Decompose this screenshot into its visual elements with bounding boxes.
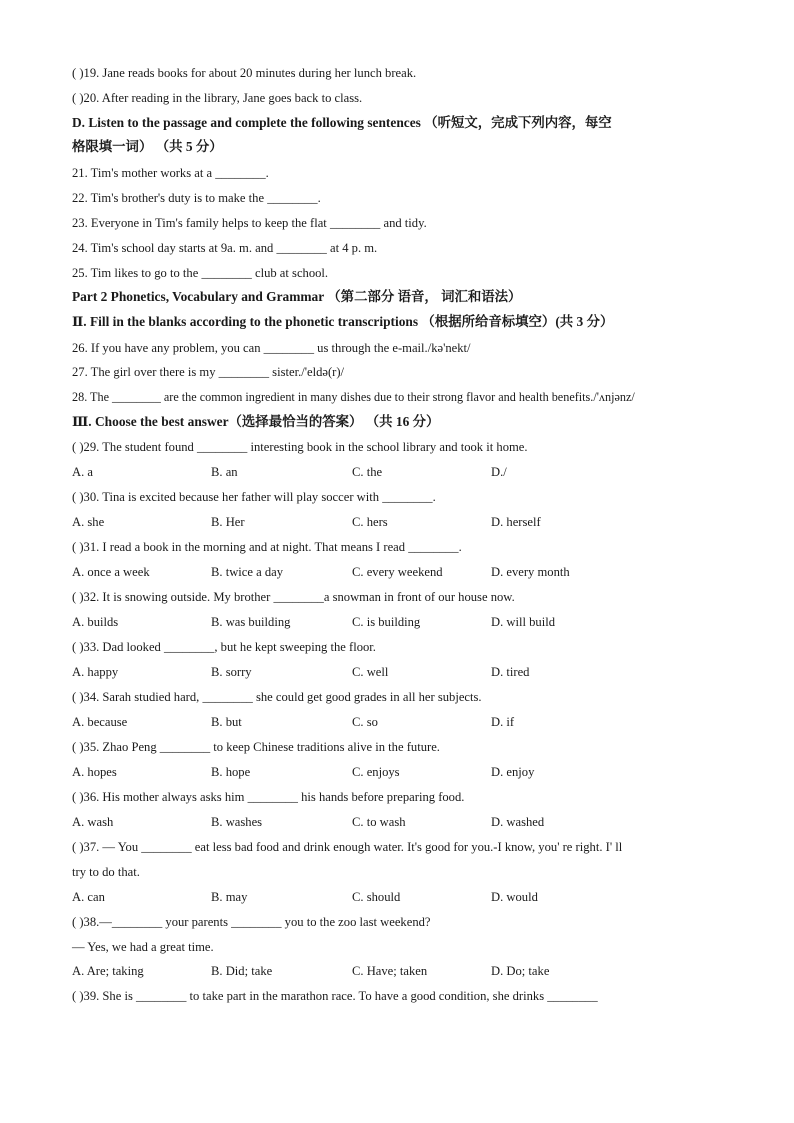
option-b: B. but (211, 715, 242, 729)
question-23: 23. Everyone in Tim's family helps to keep the flat ________ and tidy. (72, 216, 427, 230)
question-37-cont: try to do that. (72, 865, 140, 879)
option-b: B. hope (211, 765, 251, 779)
option-b: B. was building (211, 615, 291, 629)
option-b: B. Did; take (211, 964, 273, 978)
option-a: A. because (72, 715, 128, 729)
question-20: ( )20. After reading in the library, Jane goes back to class. (72, 91, 363, 105)
option-d: D. enjoy (491, 765, 535, 779)
question-21: 21. Tim's mother works at a ________. (72, 166, 269, 180)
option-d: D. would (491, 890, 538, 904)
option-a: A. builds (72, 615, 119, 629)
option-a: A. wash (72, 815, 114, 829)
option-d: D. herself (491, 515, 541, 529)
option-a: A. hopes (72, 765, 117, 779)
question-30: ( )30. Tina is excited because her father will play soccer with ________. (72, 490, 436, 504)
question-19: ( )19. Jane reads books for about 20 minutes during her lunch break. (72, 66, 417, 80)
option-a: A. can (72, 890, 105, 904)
question-22: 22. Tim's brother's duty is to make the ________. (72, 191, 321, 205)
question-28: 28. The ________ are the common ingredient in many dishes due to their strong flavor and health benefits./'ʌnjənz/ (72, 390, 635, 404)
option-b: B. Her (211, 515, 245, 529)
option-b: B. twice a day (211, 565, 284, 579)
option-c: C. so (352, 715, 378, 729)
option-b: B. washes (211, 815, 263, 829)
option-c: C. the (352, 465, 383, 479)
question-34: ( )34. Sarah studied hard, ________ she could get good grades in all her subjects. (72, 690, 482, 704)
option-c: C. hers (352, 515, 388, 529)
question-25: 25. Tim likes to go to the ________ club at school. (72, 266, 329, 280)
option-d: D. will build (491, 615, 556, 629)
option-a: A. a (72, 465, 93, 479)
option-d: D. washed (491, 815, 545, 829)
option-a: A. once a week (72, 565, 150, 579)
option-c: C. to wash (352, 815, 406, 829)
question-26: 26. If you have any problem, you can ________ us through the e-mail./kə'nekt/ (72, 341, 471, 355)
question-39: ( )39. She is ________ to take part in the marathon race. To have a good condition, she drinks ________ (72, 989, 598, 1003)
option-c: C. should (352, 890, 401, 904)
section-3-heading: Ⅲ. Choose the best answer（选择最恰当的答案） （共 16 分） (72, 414, 440, 429)
option-d: D. tired (491, 665, 530, 679)
option-b: B. an (211, 465, 238, 479)
option-b: B. sorry (211, 665, 252, 679)
section-d-heading-cont: 格限填一词） （共 5 分） (72, 139, 223, 154)
option-b: B. may (211, 890, 248, 904)
question-37: ( )37. — You ________ eat less bad food and drink enough water. It's good for you.-I know, you' re right. I' ll (72, 840, 623, 854)
option-c: C. well (352, 665, 389, 679)
question-38-response: — Yes, we had a great time. (72, 940, 214, 954)
option-a: A. Are; taking (72, 964, 144, 978)
option-d: D./ (491, 465, 507, 479)
question-38: ( )38.—________ your parents ________ you to the zoo last weekend? (72, 915, 431, 929)
question-35: ( )35. Zhao Peng ________ to keep Chinese traditions alive in the future. (72, 740, 440, 754)
option-c: C. Have; taken (352, 964, 428, 978)
option-d: D. if (491, 715, 515, 729)
section-2-heading: Ⅱ. Fill in the blanks according to the phonetic transcriptions （根据所给音标填空）(共 3 分） (72, 314, 614, 329)
question-24: 24. Tim's school day starts at 9a. m. and ________ at 4 p. m. (72, 241, 378, 255)
question-36: ( )36. His mother always asks him ________ his hands before preparing food. (72, 790, 465, 804)
question-33: ( )33. Dad looked ________, but he kept sweeping the floor. (72, 640, 376, 654)
question-29: ( )29. The student found ________ interesting book in the school library and took it home. (72, 440, 528, 454)
question-27: 27. The girl over there is my ________ sister./'eldə(r)/ (72, 365, 345, 379)
part-2-heading: Part 2 Phonetics, Vocabulary and Grammar （第二部分 语音， 词汇和语法） (72, 289, 522, 304)
option-d: D. every month (491, 565, 570, 579)
option-a: A. happy (72, 665, 119, 679)
question-32: ( )32. It is snowing outside. My brother ________a snowman in front of our house now. (72, 590, 515, 604)
section-d-heading: D. Listen to the passage and complete the following sentences （听短文，完成下列内容，每空 (72, 115, 612, 130)
option-a: A. she (72, 515, 105, 529)
option-c: C. every weekend (352, 565, 443, 579)
option-c: C. enjoys (352, 765, 400, 779)
option-c: C. is building (352, 615, 421, 629)
question-31: ( )31. I read a book in the morning and at night. That means I read ________. (72, 540, 462, 554)
option-d: D. Do; take (491, 964, 550, 978)
